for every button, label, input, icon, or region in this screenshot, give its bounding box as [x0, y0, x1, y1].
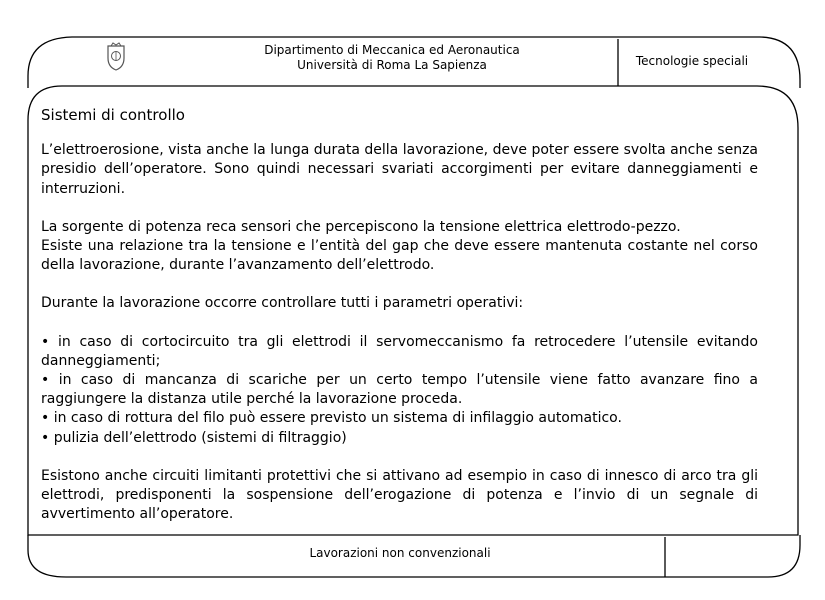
paragraph-sensors: La sorgente di potenza reca sensori che percepiscono la tensione elettrica elettrodo-pezzo.: [41, 218, 681, 235]
bullet-item: • in caso di rottura del filo può essere previsto un sistema di infilaggio automatico.: [41, 410, 622, 427]
department-heading: [228, 43, 556, 73]
slide-title: Sistemi di controllo: [41, 106, 185, 124]
slide-body: [41, 106, 758, 524]
course-title: Tecnologie speciali: [635, 54, 749, 68]
bullet-item: • pulizia dell’elettrodo (sistemi di filtraggio): [41, 429, 347, 446]
paragraph-parameters: Durante la lavorazione occorre controllare tutti i parametri operativi:: [41, 295, 524, 312]
footer-label: Lavorazioni non convenzionali: [309, 546, 491, 560]
paragraph-gap: Esiste una relazione tra la tensione e l’entità del gap che deve essere mantenuta costante nel corso della lavorazione, durante l’avanzamento dell’elettrodo.: [41, 238, 758, 274]
university-crest-icon: [104, 42, 128, 72]
department-line1: Dipartimento di Meccanica ed Aeronautica: [264, 43, 520, 57]
department-line2: Università di Roma La Sapienza: [297, 58, 487, 72]
paragraph-protection: Esistono anche circuiti limitanti protettivi che si attivano ad esempio in caso di innesco di arco tra gli elettrodi, predisponenti la sospensione dell’erogazione di potenza e l’invio di un segnale di avvertimento all’operatore.: [41, 467, 758, 523]
paragraph-intro: L’elettroerosione, vista anche la lunga durata della lavorazione, deve poter essere svolta anche senza presidio dell’operatore. Sono quindi necessari svariati accorgimenti per evitare danneggiamenti e interruzioni.: [41, 142, 758, 197]
bullet-item: • in caso di mancanza di scariche per un certo tempo l’utensile viene fatto avanzare fino a raggiungere la distanza utile perché la lavorazione proceda.: [41, 372, 758, 408]
bullet-item: • in caso di cortocircuito tra gli elettrodi il servomeccanismo fa retrocedere l’utensile evitando danneggiamenti;: [41, 333, 758, 369]
